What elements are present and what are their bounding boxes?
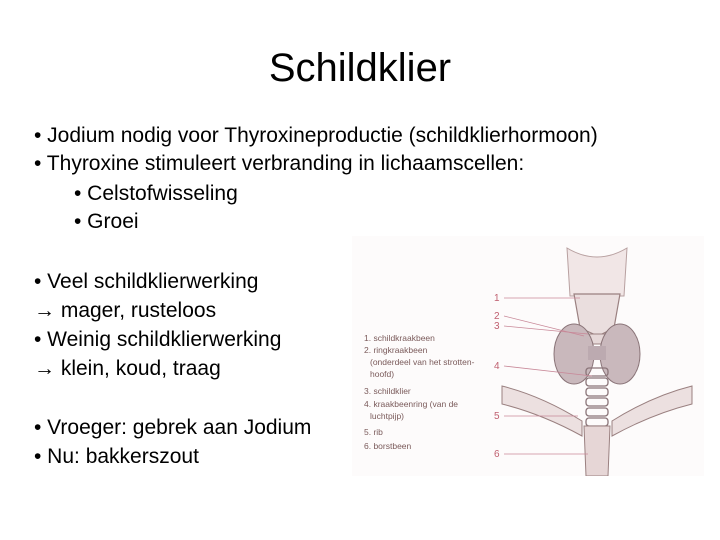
bullet-thyroxine: • Thyroxine stimuleert verbranding in lichaamscellen:	[34, 152, 525, 175]
label-number-5: 5	[494, 411, 500, 422]
legend-item-4: 4. kraakbeenring (van de	[364, 399, 459, 409]
bullet-weinig-schildklierwerking: • Weinig schildklierwerking	[34, 328, 282, 351]
label-number-2: 2	[494, 311, 500, 322]
legend-item-5: 5. rib	[364, 427, 383, 437]
label-number-4: 4	[494, 361, 500, 372]
legend-item-3: 3. schildklier	[364, 386, 411, 396]
legend-item-2: 2. ringkraakbeen	[364, 345, 428, 355]
subbullet-groei: • Groei	[74, 210, 139, 233]
bullet-vroeger: • Vroeger: gebrek aan Jodium	[34, 416, 312, 439]
bullet-nu: • Nu: bakkerszout	[34, 445, 199, 468]
label-number-3: 3	[494, 321, 500, 332]
slide-title: Schildklier	[268, 46, 452, 90]
sternum-shape	[584, 426, 610, 476]
thyroid-anatomy-figure	[352, 236, 704, 476]
legend-item-2-cont: (onderdeel van het strotten-	[370, 357, 475, 367]
label-number-1: 1	[494, 293, 500, 304]
bullet-jodium: • Jodium nodig voor Thyroxineproductie (schildklierhormoon)	[34, 124, 598, 147]
legend-item-4-cont: luchtpijp)	[370, 411, 405, 421]
label-number-6: 6	[494, 449, 500, 460]
bullet-veel-schildklierwerking: • Veel schildklierwerking	[34, 270, 259, 293]
subbullet-celstofwisseling: • Celstofwisseling	[74, 182, 238, 205]
trachea-rings	[586, 368, 608, 426]
legend-item-1: 1. schildkraakbeen	[364, 333, 435, 343]
legend-item-6: 6. borstbeen	[364, 441, 412, 451]
arrow-klein-koud-traag: → klein, koud, traag	[34, 357, 221, 380]
legend-item-2-cont2: hoofd)	[370, 369, 395, 379]
arrow-mager-rusteloos: → mager, rusteloos	[34, 299, 217, 322]
thyroid-illustration	[352, 236, 704, 476]
